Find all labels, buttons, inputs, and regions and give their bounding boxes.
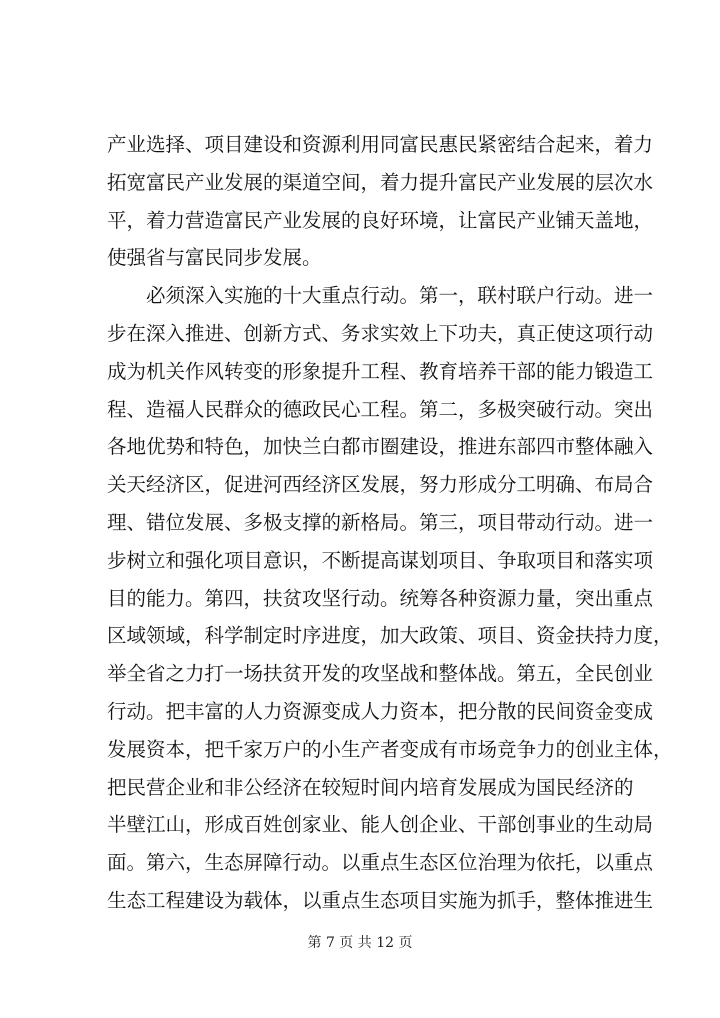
text-line: 发展资本，把千家万户的小生产者变成有市场竞争力的创业主体， [107,737,673,761]
text-line: 行动。把丰富的人力资源变成人力资本，把分散的民间资金变成 [107,699,654,723]
text-line: 半壁江山，形成百姓创家业、能人创企业、干部创事业的生动局 [107,813,654,837]
text-line: 程、造福人民群众的德政民心工程。第二，多极突破行动。突出 [107,397,654,421]
text-line: 各地优势和特色，加快兰白都市圈建设，推进东部四市整体融入 [107,435,654,459]
text-line: 理、错位发展、多极支撑的新格局。第三，项目带动行动。进一 [107,510,654,534]
text-line: 拓宽富民产业发展的渠道空间，着力提升富民产业发展的层次水 [107,170,654,194]
text-line: 平，着力营造富民产业发展的良好环境，让富民产业铺天盖地， [107,208,654,232]
text-line: 把民营企业和非公经济在较短时间内培育发展成为国民经济的 [107,775,634,799]
text-line: 产业选择、项目建设和资源利用同富民惠民紧密结合起来，着力 [107,133,654,156]
text-line: 步树立和强化项目意识，不断提高谋划项目、争取项目和落实项 [107,548,654,572]
text-line: 步在深入推进、创新方式、务求实效上下功夫，真正使这项行动 [107,321,654,345]
text-line: 成为机关作风转变的形象提升工程、教育培养干部的能力锻造工 [107,359,654,383]
text-line: 区域领域，科学制定时序进度，加大政策、项目、资金扶持力度， [107,624,673,648]
page-footer: 第 7 页 共 12 页 [307,935,413,951]
text-line: 必须深入实施的十大重点行动。第一，联村联户行动。进一 [107,284,654,308]
text-line: 使强省与富民同步发展。 [107,246,322,270]
text-line: 生态工程建设为载体，以重点生态项目实施为抓手，整体推进生 [107,888,654,912]
text-line: 目的能力。第四，扶贫攻坚行动。统筹各种资源力量，突出重点 [107,586,654,610]
text-line: 面。第六，生态屏障行动。以重点生态区位治理为依托，以重点 [107,851,654,875]
text-line: 举全省之力打一场扶贫开发的攻坚战和整体战。第五，全民创业 [107,662,654,686]
body-text [107,126,673,920]
text-line: 关天经济区，促进河西经济区发展，努力形成分工明确、布局合 [107,473,654,497]
